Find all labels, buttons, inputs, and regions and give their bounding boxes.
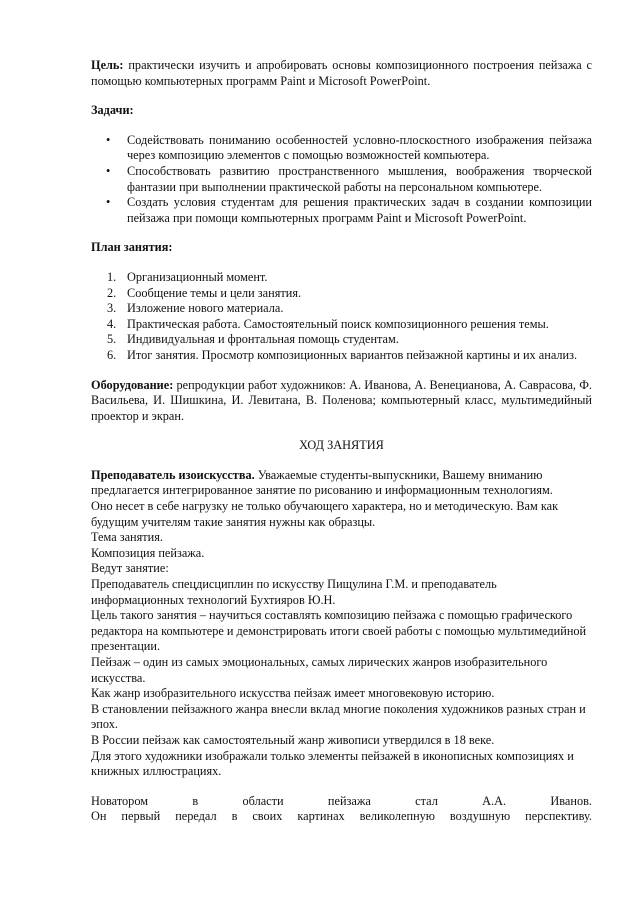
body-paragraph: Тема занятия. bbox=[91, 530, 163, 545]
closing-line: Он первый передал в своих картинах великолепную воздушную перспективу. bbox=[91, 809, 592, 824]
plan-item: 6. Итог занятия. Просмотр композиционных вариантов пейзажной картины и их анализ. bbox=[107, 347, 578, 362]
bullet-icon: • bbox=[106, 195, 111, 210]
goal-label: Цель: bbox=[91, 58, 124, 72]
goal-paragraph bbox=[91, 58, 592, 89]
body-paragraph: Оно несет в себе нагрузку не только обучающего характера, но и методическую. Вам как будущим учителям такие занятия нужны как образцы. bbox=[91, 499, 559, 529]
bullet-icon: • bbox=[106, 163, 111, 178]
equipment-text: репродукции работ художников: А. Иванова, А. Венецианова, А. Саврасова, Ф. Васильева, И. Шишкина, И. Левитана, В. Поленова; компьютерный класс, мультимедийный проектор и экран. bbox=[91, 377, 592, 423]
body-paragraph: Цель такого занятия – научиться составлять композицию пейзажа с помощью графического редактора на компьютере и демонстрировать итоги своей работы с помощью мультимедийной презентации. bbox=[91, 608, 587, 654]
equipment-label: Оборудование: bbox=[91, 377, 174, 392]
tasks-list bbox=[91, 133, 592, 227]
body-paragraph: Композиция пейзажа. bbox=[91, 545, 205, 560]
plan-heading: План занятия: bbox=[91, 240, 173, 255]
body-paragraph: Пейзаж – один из самых эмоциональных, самых лирических жанров изобразительного искусства. bbox=[91, 655, 548, 685]
bullet-icon: • bbox=[106, 132, 111, 147]
teacher-label: Преподаватель изоискусства. bbox=[91, 467, 255, 482]
task-item: • Способствовать развитию пространственного мышления, воображения творческой фантазии при выполнении практической работы на персональном компьютере. bbox=[106, 163, 592, 194]
plan-item: 5. Индивидуальная и фронтальная помощь студентам. bbox=[107, 332, 399, 347]
plan-item: 4. Практическая работа. Самостоятельный поиск композиционного решения темы. bbox=[107, 316, 549, 331]
goal-text: практически изучить и апробировать основы композиционного построения пейзажа с помощью компьютерных программ Paint и Microsoft PowerPoint. bbox=[91, 58, 592, 88]
task-item: • Содействовать пониманию особенностей условно-плоскостного изображения пейзажа через композицию элементов с помощью возможностей компьютера. bbox=[106, 132, 592, 163]
plan-item: 1. Организационный момент. bbox=[107, 269, 268, 284]
body-paragraph: Ведут занятие: bbox=[91, 561, 169, 576]
body-paragraph: Как жанр изобразительного искусства пейзаж имеет многовековую историю. bbox=[91, 686, 495, 701]
body-paragraph: В России пейзаж как самостоятельный жанр живописи утвердился в 18 веке. bbox=[91, 732, 495, 747]
task-item: • Создать условия студентам для решения практических задач в создании композиции пейзажа при помощи компьютерных программ Paint и Microsoft PowerPoint. bbox=[106, 195, 592, 225]
body-paragraph: В становлении пейзажного жанра внесли вклад многие поколения художников разных стран и эпох. bbox=[91, 701, 586, 732]
plan-list bbox=[91, 270, 592, 364]
plan-item: 2. Сообщение темы и цели занятия. bbox=[107, 285, 302, 300]
equipment-paragraph bbox=[91, 378, 592, 425]
tasks-heading: Задачи: bbox=[91, 103, 134, 118]
body-paragraph: Для этого художники изображали только элементы пейзажей в иконописных композициях и книжных иллюстрациях. bbox=[91, 748, 574, 779]
closing-line: Новатором в области пейзажа стал А.А. Иванов. bbox=[91, 793, 592, 808]
course-heading: ХОД ЗАНЯТИЯ bbox=[299, 438, 384, 453]
plan-item: 3. Изложение нового материала. bbox=[107, 301, 284, 316]
body-paragraph: Преподаватель спецдисциплин по искусству Пищулина Г.М. и преподаватель информационных технологий Бухтияров Ю.Н. bbox=[91, 577, 497, 607]
body-paragraph: Преподаватель изоискусства. Уважаемые студенты-выпускники, Вашему вниманию предлагается интегрированное занятие по рисованию и информационным технологиям. bbox=[91, 467, 553, 498]
